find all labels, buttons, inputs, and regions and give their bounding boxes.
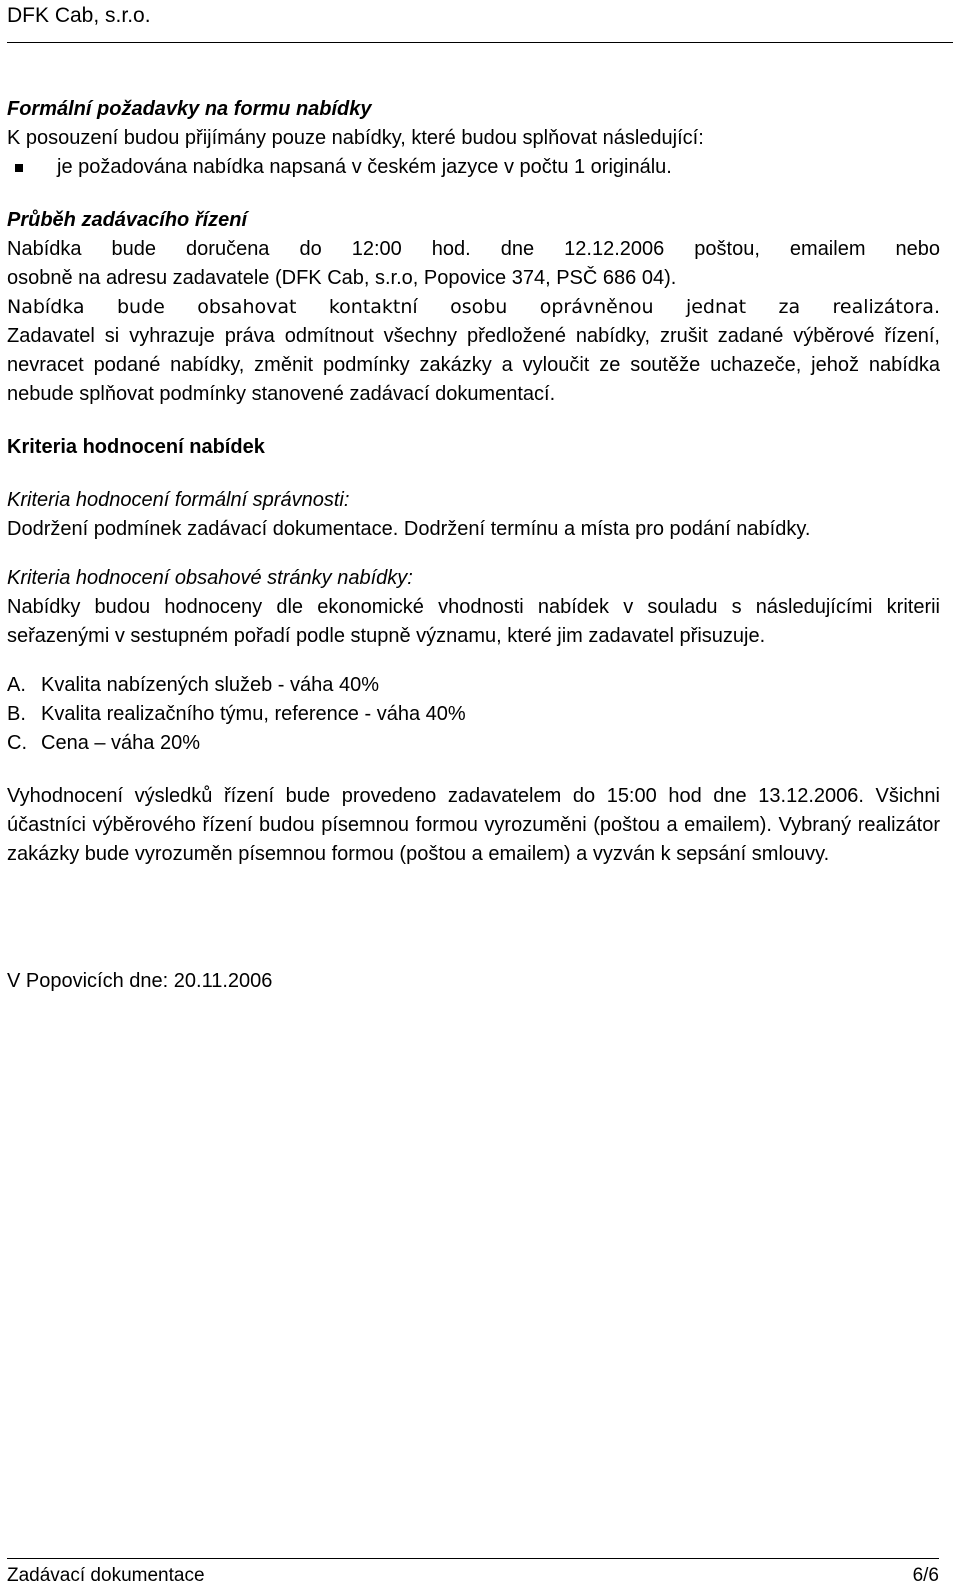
formal-bullet-text: je požadována nabídka napsaná v českém jazyce v počtu 1 originálu. (57, 156, 672, 178)
signoff-date: V Popovicích dne: 20.11.2006 (7, 970, 273, 992)
company-name: DFK Cab, s.r.o. (7, 4, 151, 27)
page-header (7, 2, 953, 43)
list-text: Kvalita realizačního týmu, reference - váha 40% (41, 703, 466, 725)
formal-intro: K posouzení budou přijímány pouze nabídky, které budou splňovat následující: (7, 127, 704, 149)
footer-document-title: Zadávací dokumentace (7, 1565, 205, 1586)
list-item (7, 700, 940, 729)
page-footer (7, 1558, 939, 1589)
document-body (7, 95, 940, 996)
list-letter: A. (7, 674, 26, 696)
list-item (7, 729, 940, 758)
criteria-heading: Kriteria hodnocení nabídek (7, 436, 265, 458)
list-item (7, 671, 940, 700)
formal-heading: Formální požadavky na formu nabídky (7, 98, 372, 120)
square-bullet-icon (15, 164, 23, 172)
criteria-formal-label: Kriteria hodnocení formální správnosti: (7, 489, 350, 511)
criteria-content-label: Kriteria hodnocení obsahové stránky nabídky: (7, 567, 413, 589)
list-letter: C. (7, 732, 27, 754)
formal-bullet-item (7, 153, 940, 182)
process-heading: Průběh zadávacího řízení (7, 209, 248, 231)
evaluation-paragraph: Vyhodnocení výsledků řízení bude provedeno zadavatelem do 15:00 hod dne 13.12.2006. Všichni účastníci výběrového řízení budou písemnou formou vyrozuměni (poštou a emailem). Vybraný realizátor zakázky bude vyrozuměn písemnou formou (poštou a emailem) a vyzván k sepsání smlouvy. (7, 785, 940, 865)
process-line-3: Nabídka bude obsahovat kontaktní osobu oprávněnou jednat za realizátora. (7, 296, 940, 318)
list-text: Cena – váha 20% (41, 732, 201, 754)
process-line-1: Nabídka bude doručena do 12:00 hod. dne 12.12.2006 poštou, emailem nebo (7, 238, 940, 260)
process-line-2: osobně na adresu zadavatele (DFK Cab, s.r.o, Popovice 374, PSČ 686 04). (7, 267, 677, 289)
criteria-content-text: Nabídky budou hodnoceny dle ekonomické vhodnosti nabídek v souladu s následujícími kriterii seřazenými v sestupném pořadí podle stupně významu, které jim zadavatel přisuzuje. (7, 596, 940, 647)
page-number: 6/6 (912, 1565, 939, 1586)
criteria-formal-text: Dodržení podmínek zadávací dokumentace. Dodržení termínu a místa pro podání nabídky. (7, 518, 811, 540)
list-text: Kvalita nabízených služeb - váha 40% (41, 674, 379, 696)
criteria-list (7, 671, 940, 758)
list-letter: B. (7, 703, 26, 725)
process-line-4: Zadavatel si vyhrazuje práva odmítnout všechny předložené nabídky, zrušit zadané výběrové řízení, nevracet podané nabídky, změnit podmínky zakázky a vyloučit ze soutěže uchazeče, jehož nabídka nebude splňovat podmínky stanovené zadávací dokumentací. (7, 325, 940, 405)
